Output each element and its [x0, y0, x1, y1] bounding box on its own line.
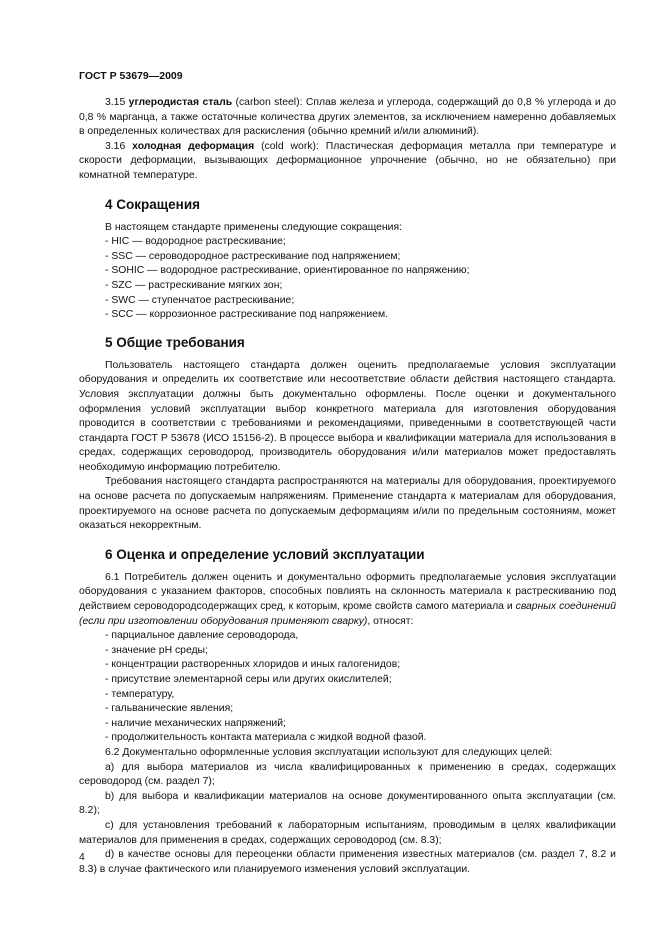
list-item: - наличие механических напряжений; — [105, 717, 286, 729]
clause-text: 6.1 Потребитель должен оценить и документально оформить предполагаемые условия эксплуатации оборудования с указанием факторов, способных повлиять на склонность материала к растрескиванию под действием сероводородсодержащих сред, к которым, кроме свойств самого материала и — [79, 571, 616, 613]
clause-text: , относят: — [367, 615, 414, 627]
list-item: - значение рН среды; — [105, 644, 208, 656]
clause-6-2: 6.2 Документально оформленные условия эксплуатации используют для следующих целей: — [105, 746, 553, 758]
section-4-intro: В настоящем стандарте применены следующие сокращения: — [105, 221, 402, 233]
term-3-15 — [79, 96, 616, 140]
section-6-heading: 6 Оценка и определение условий эксплуатации — [105, 546, 425, 562]
page-number: 4 — [79, 852, 85, 863]
paragraph: Пользователь настоящего стандарта должен оценить предполагаемые условия эксплуатации оборудования и определить их соответствие или несоответствие области действия настоящего стандарта. Условия эксплуатации должны быть документально оформлены. После оценки и документального оформления условий эксплуатации выбор конкретного материала для изготовления оборудования проводится в соответствии с требованиями и рекомендациями, приведенными в соответствующей части стандарта ГОСТ Р 53678 (ИСО 15156-2). В процессе выбора и квалификации материала для использования в средах, содержащих сероводород, производитель оборудования и/или материалов может предоставлять необходимую информацию потребителю. — [79, 359, 616, 473]
section-4-heading: 4 Сокращения — [105, 196, 200, 212]
list-item: с) для установления требований к лабораторным испытаниям, проводимым в целях квалификации материалов для применения в средах, содержащих сероводород (см. 8.3); — [79, 819, 616, 846]
list-item: - концентрации растворенных хлоридов и иных галогенидов; — [105, 659, 401, 671]
list-item: - SCC — коррозионное растрескивание под напряжением. — [105, 309, 389, 321]
list-item: b) для выбора и квалификации материалов на основе документированного опыта эксплуатации (см. 8.2); — [79, 790, 616, 817]
list-item: - SOHIC — водородное растрескивание, ориентированное по напряжению; — [105, 265, 470, 277]
section-5-heading: 5 Общие требования — [105, 334, 245, 350]
list-item: - SSC — сероводородное растрескивание под напряжением; — [105, 250, 401, 262]
list-item: - SWC — ступенчатое растрескивание; — [105, 294, 295, 306]
term-definition: (carbon steel): Сплав железа и углерода, содержащий до 0,8 % углерода и до 0,8 % марганца, а также остаточные количества других элементов, за исключением намеренно добавляемых в определенных количествах для раскисления (обычно кремний и/или алюминий). — [79, 97, 616, 138]
list-item: а) для выбора материалов из числа квалифицированных к применению в средах, содержащих сероводород (см. раздел 7); — [79, 761, 616, 788]
term-number: 3.15 — [105, 97, 126, 108]
term-3-16 — [79, 140, 616, 184]
clause-emphasis: сварных соединений (если при изготовлении оборудования применяют сварку) — [79, 601, 616, 627]
document-header: ГОСТ Р 53679—2009 — [79, 70, 183, 82]
list-item: - HIC — водородное растрескивание; — [105, 236, 286, 248]
list-item: - температуру, — [105, 688, 175, 700]
term-name: холодная деформация — [132, 140, 255, 152]
paragraph: Требования настоящего стандарта распространяются на материалы для оборудования, проектируемого на основе расчета по допускаемым напряжениям. Применение стандарта к материалам для оборудования, проектируемого на основе расчета по допускаемым деформациям и/или по предельным состояниям, может оказаться некорректным. — [79, 476, 616, 532]
list-item: - гальванические явления; — [105, 703, 234, 715]
list-item: d) в качестве основы для переоценки области применения известных материалов (см. раздел 7, 8.2 и 8.3) в случае фактического или планируемого изменения условий эксплуатации. — [79, 849, 616, 875]
list-item: - SZC — растрескивание мягких зон; — [105, 279, 283, 291]
clause-6-1 — [79, 571, 616, 629]
list-item: - продолжительность контакта материала с жидкой водной фазой. — [105, 732, 427, 744]
term-name: углеродистая сталь — [128, 97, 233, 108]
term-definition: (cold work): Пластическая деформация металла при температуре и скорости деформации, вызывающих деформационное упрочнение (обычно, но не обязательно) при комнатной температуре. — [79, 140, 616, 181]
list-item: - присутствие элементарной серы или других окислителей; — [105, 674, 392, 685]
page-content — [79, 96, 616, 877]
term-number: 3.16 — [105, 140, 126, 152]
list-item: - парциальное давление сероводорода, — [105, 630, 299, 642]
